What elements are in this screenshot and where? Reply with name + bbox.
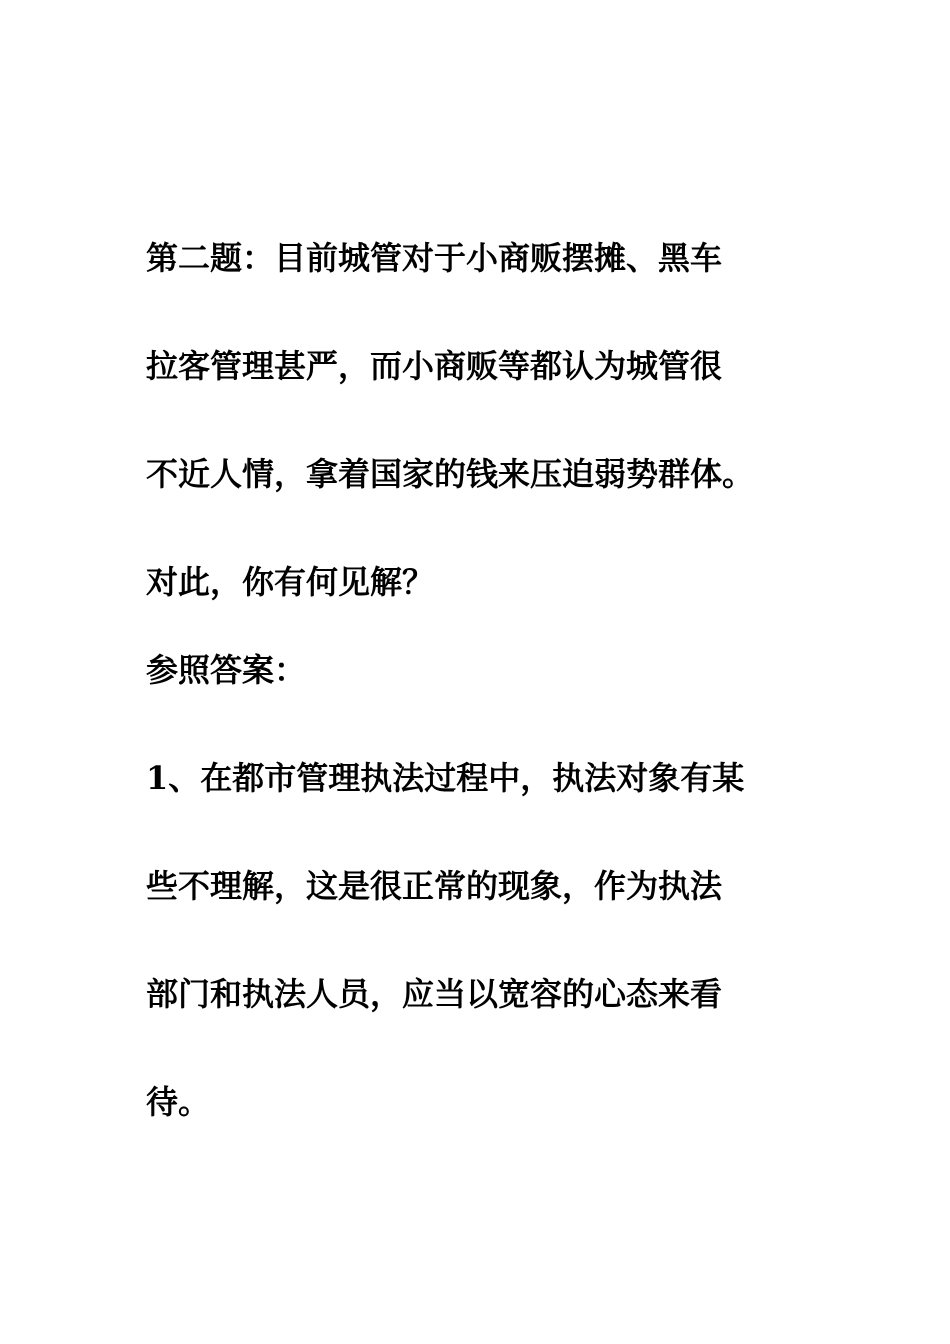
answer-line-4: 待。: [146, 1083, 211, 1121]
question-line-1: 第二题：目前城管对于小商贩摆摊、黑车: [146, 239, 723, 277]
question-line-2: 拉客管理甚严，而小商贩等都认为城管很: [146, 347, 723, 385]
answer-line-1: 1、在都市管理执法过程中，执法对象有某: [146, 759, 745, 797]
question-line-3: 不近人情，拿着国家的钱来压迫弱势群体。: [146, 455, 755, 493]
answer-heading: 参照答案：: [146, 651, 307, 689]
answer-line-3: 部门和执法人员，应当以宽容的心态来看: [146, 975, 723, 1013]
question-line-4: 对此，你有何见解？: [146, 563, 435, 601]
answer-line-2: 些不理解，这是很正常的现象，作为执法: [146, 867, 723, 905]
